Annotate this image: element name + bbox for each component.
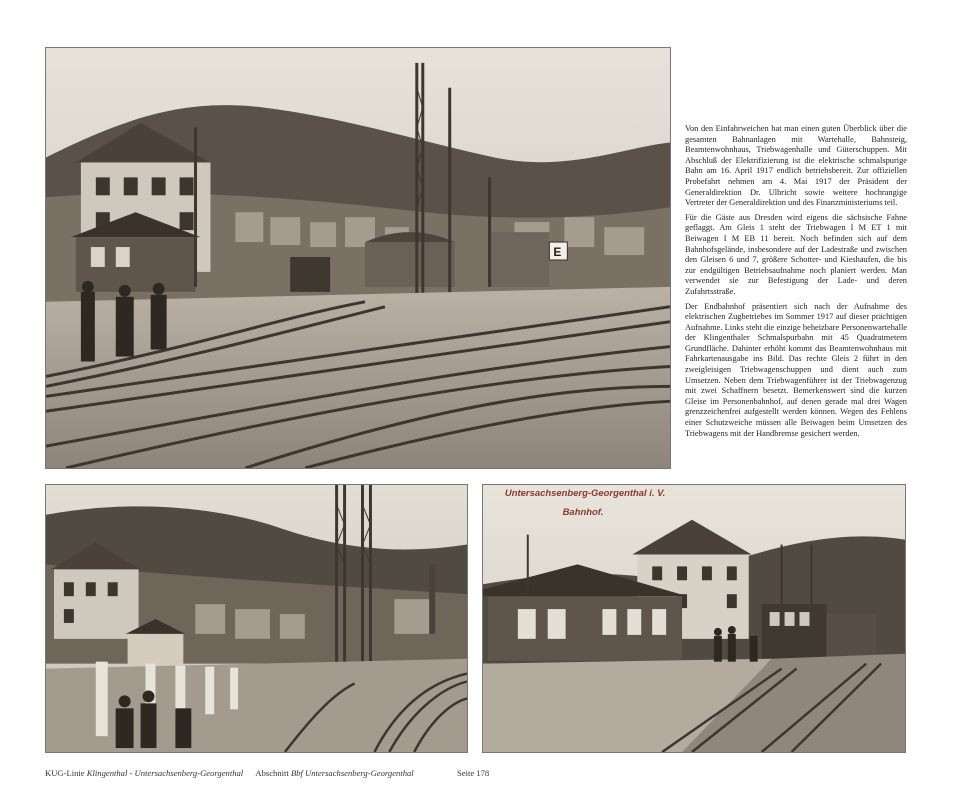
footer-route: Klingenthal - Untersachsenberg-Georgenthal <box>86 768 244 778</box>
page-number: Seite 178 <box>457 768 490 778</box>
paragraph: Für die Gäste aus Dresden wird eigens die sächsische Fahne geflaggt. Am Gleis 1 steht der Triebwagen I M ET 1 mit Beiwagen I M EB 11 bereit. Noch befinden sich auf dem Bahnhofsgelände, insbesondere auf der Ladestraße und zwischen den Gleisen 6 und 7, größere Schotter- und Kieshaufen, die bis zur endgültigen Betriebsaufnahme noch planiert werden. Man verwendet sie zur Befestigung der Lade- und deren Zufahrtsstraße. <box>685 212 907 296</box>
article-text <box>685 124 907 443</box>
photo-postcard-station <box>482 484 906 753</box>
postcard-caption-title: Untersachsenberg-Georgenthal i. V. <box>504 487 666 499</box>
page-footer <box>45 768 490 778</box>
photo-station-entry <box>45 484 468 753</box>
photo-station-overview <box>45 47 671 469</box>
footer-section: Bbf Untersachsenberg-Georgenthal <box>290 768 414 778</box>
track-sign-letter: E <box>553 245 562 260</box>
footer-line: KUG-Linie <box>45 768 85 778</box>
paragraph: Von den Einfahrweichen hat man einen guten Überblick über die gesamten Bahnanlagen mit Wartehalle, Bahnsteig, Beamtenwohnhaus, Triebwagenhalle und Güterschuppen. Mit Abschluß der Elektrifizierung ist die elektrische schmalspurige Bahn am 16. April 1917 endlich betriebsbereit. Zur offiziellen Probefahrt nehmen am 4. Mai 1917 der Präsident der Generaldirektion Dr. Ulbricht sowie weitere hochrangige Vertreter der Generaldirektion und des Finanzministeriums teil. <box>685 124 907 208</box>
paragraph: Der Endbahnhof präsentiert sich nach der Aufnahme des elektrischen Zugbetriebes im Sommer 1917 auf dieser prächtigen Aufnahme. Links steht die einzige beheizbare Personenwartehalle der Klingenthaler Schmalspurbahn mit 45 Quadratmetern Grundfläche. Dahinter erhöht kommt das Beamtenwohnhaus mit Fahrkartenausgabe ins Bild. Das rechte Gleis 2 führt in den zweigleisigen Triebwagenschuppen und dient auch zum Umsetzen. Neben dem Triebwagenführer ist der Triebwagenzug mit zwei Schaffnern besetzt. Bemerkenswert sind die kurzen Gleise im Personenbahnhof, auf denen gerade mal drei Wagen grenzzeichenfrei aufgestellt werden können. Wegen des Fehlens einer Schutzweiche müssen alle Beiwagen beim Umsetzen des Triebwagens mit der Handbremse gesichert werden. <box>685 301 907 438</box>
postcard-caption-subtitle: Bahnhof. <box>562 506 604 518</box>
footer-section-label: Abschnitt <box>255 768 289 778</box>
